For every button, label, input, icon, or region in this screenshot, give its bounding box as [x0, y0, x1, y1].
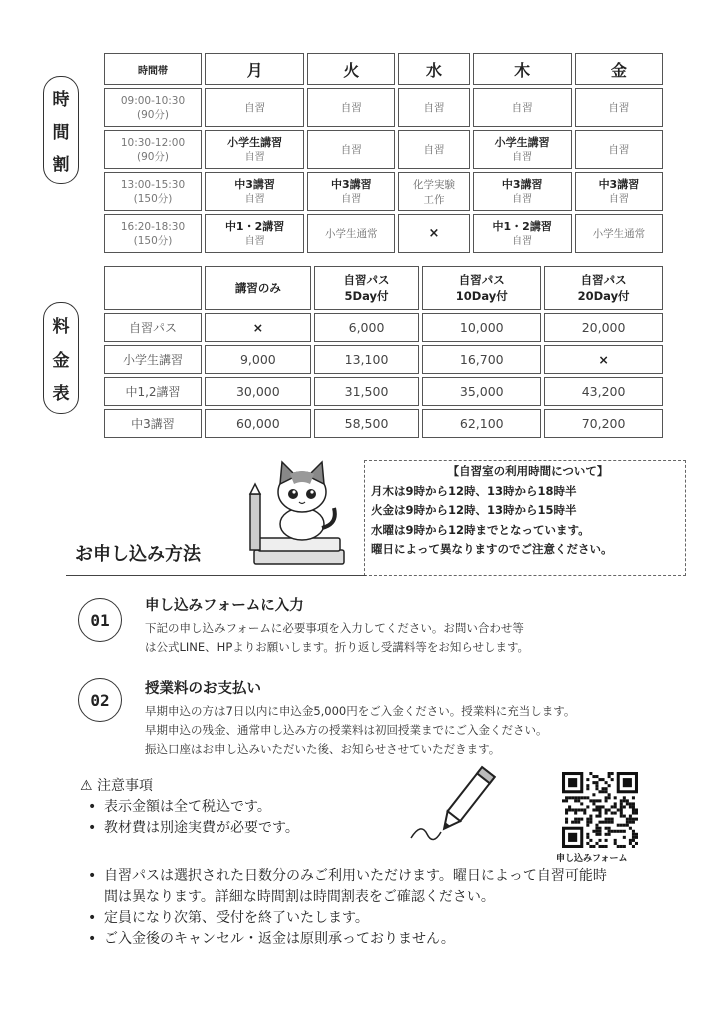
side-char: 時: [52, 89, 70, 110]
pricing-column-header: 自習パス 5Day付: [314, 266, 420, 310]
price-cell: 9,000: [205, 345, 311, 374]
session-course: 中3講習: [330, 177, 372, 191]
session-sub: 自習: [512, 235, 533, 247]
pricing-column-header: 自習パス 20Day付: [544, 266, 663, 310]
pricing-side-label: [43, 302, 79, 414]
study-room-hours-notice: [364, 460, 686, 576]
pencil-illustration: [405, 762, 505, 846]
timetable-cell: [473, 130, 572, 169]
session-activity: 自習: [608, 102, 630, 114]
price-cell: 70,200: [544, 409, 663, 438]
session-sub: 自習: [244, 193, 265, 205]
session-course: 小学生講習: [227, 135, 283, 149]
session-sub: 自習: [512, 193, 533, 205]
price-cell: 30,000: [205, 377, 311, 406]
price-cell: 6,000: [314, 313, 420, 342]
notes-list-bottom: [80, 866, 610, 950]
pricing-corner: [104, 266, 202, 310]
notice-title: 【自習室の利用時間について】: [447, 464, 609, 478]
side-char: 割: [52, 155, 70, 176]
timetable-cell: [307, 172, 395, 211]
pricing-row: [104, 345, 663, 374]
note-item: • ご入金後のキャンセル・返金は原則承っておりません。: [80, 929, 610, 950]
timetable-cell: [205, 214, 304, 253]
notice-line: 曜日によって異なりますのでご注意ください。: [371, 542, 613, 556]
pricing-row: [104, 409, 663, 438]
pricing-row-label: 小学生講習: [104, 345, 202, 374]
time-duration: (90分): [136, 108, 170, 121]
step-number-2: 02: [78, 678, 122, 722]
session-sub: 自習: [244, 151, 265, 163]
session-sub: 自習: [608, 193, 629, 205]
pricing-row-label: 自習パス: [104, 313, 202, 342]
day-thu: 木: [473, 53, 572, 85]
step-title-1: 申し込みフォームに入力: [145, 598, 304, 614]
notice-line: 火金は9時から12時、13時から15時半: [371, 503, 577, 517]
session-course: 中3講習: [501, 177, 543, 191]
price-cell: 58,500: [314, 409, 420, 438]
session-activity: ×: [428, 226, 440, 241]
timetable-cell: [205, 172, 304, 211]
price-cell: 10,000: [422, 313, 541, 342]
session-course: 小学生講習: [494, 135, 550, 149]
note-item: • 自習パスは選択された日数分のみご利用いただけます。曜日によって自習可能時間は異なります。詳細な時間割は時間割表をご確認ください。: [80, 866, 610, 908]
step-body-2: [145, 702, 575, 759]
session-activity: 化学実験 工作: [412, 178, 455, 206]
timetable-cell: [575, 172, 663, 211]
price-cell: 60,000: [205, 409, 311, 438]
step-title-2: 授業料のお支払い: [145, 681, 261, 697]
time-range: 10:30-12:00: [120, 136, 186, 149]
time-duration: (90分): [136, 150, 170, 163]
timetable-cell: [575, 130, 663, 169]
pricing-row-label: 中1,2講習: [104, 377, 202, 406]
note-item: • 教材費は別途実費が必要です。: [80, 818, 410, 839]
price-cell: 35,000: [422, 377, 541, 406]
session-course: 中1・2講習: [224, 219, 285, 233]
time-range: 13:00-15:30: [120, 178, 186, 191]
timetable-cell: [398, 214, 469, 253]
cat-on-books-illustration: [244, 458, 348, 566]
heading-divider: [66, 575, 366, 576]
note-item: • 表示金額は全て税込です。: [80, 797, 410, 818]
step-line: は公式LINE、HPよりお願いします。折り返し受講料等をお知らせします。: [145, 640, 530, 654]
step-line: 早期申込の方は7日以内に申込金5,000円をご入金ください。授業料に充当します。: [145, 704, 576, 718]
qr-caption: 申し込みフォーム: [556, 854, 628, 864]
day-fri: 金: [575, 53, 663, 85]
notes-heading: ⚠ 注意事項: [80, 778, 154, 794]
session-activity: 自習: [511, 102, 533, 114]
timetable: [101, 50, 666, 256]
session-activity: 小学生通常: [325, 228, 378, 240]
price-cell: ×: [205, 313, 311, 342]
timetable-cell: [307, 214, 395, 253]
timetable-cell: [575, 214, 663, 253]
timetable-cell: [473, 88, 572, 127]
pricing-table: [101, 263, 666, 441]
step-line: 下記の申し込みフォームに必要事項を入力してください。お問い合わせ等: [145, 621, 524, 635]
price-cell: 31,500: [314, 377, 420, 406]
timetable-cell: [473, 214, 572, 253]
side-char: 料: [52, 316, 70, 337]
day-wed: 水: [398, 53, 469, 85]
session-activity: 自習: [340, 144, 362, 156]
timetable-header-row: [104, 53, 663, 85]
day-tue: 火: [307, 53, 395, 85]
time-duration: (150分): [133, 234, 173, 247]
price-cell: ×: [544, 345, 663, 374]
session-sub: 自習: [341, 193, 362, 205]
timetable-cell: [473, 172, 572, 211]
note-item: • 定員になり次第、受付を終了いたします。: [80, 908, 610, 929]
session-course: 中3講習: [598, 177, 640, 191]
pricing-column-header: 自習パス 10Day付: [422, 266, 541, 310]
step-body-1: [145, 619, 529, 657]
session-sub: 自習: [244, 235, 265, 247]
session-activity: 自習: [423, 144, 445, 156]
day-mon: 月: [205, 53, 304, 85]
pricing-header-row: [104, 266, 663, 310]
price-cell: 20,000: [544, 313, 663, 342]
timetable-cell: [205, 130, 304, 169]
step-number-1: 01: [78, 598, 122, 642]
session-sub: 自習: [512, 151, 533, 163]
side-char: 間: [52, 122, 70, 143]
session-activity: 自習: [340, 102, 362, 114]
pricing-row: [104, 313, 663, 342]
step-line: 早期申込の残金、通常申し込み方の授業料は初回授業までにご入金ください。: [145, 723, 548, 737]
time-range: 16:20-18:30: [120, 220, 186, 233]
timetable-cell: [205, 88, 304, 127]
timetable-cell: [575, 88, 663, 127]
timetable-cell: [398, 130, 469, 169]
notes-list-top: [80, 797, 410, 839]
session-activity: 自習: [608, 144, 630, 156]
timetable-cell: [398, 172, 469, 211]
timetable-corner: 時間帯: [104, 53, 202, 85]
session-activity: 小学生通常: [592, 228, 646, 240]
session-activity: 自習: [244, 102, 266, 114]
timetable-row: [104, 214, 663, 253]
side-char: 表: [52, 384, 70, 405]
timetable-cell: [307, 130, 395, 169]
time-slot: [104, 172, 202, 211]
session-activity: 自習: [423, 102, 445, 114]
step-line: 振込口座はお申し込みいただいた後、お知らせさせていただきます。: [145, 742, 501, 756]
price-cell: 62,100: [422, 409, 541, 438]
pricing-row: [104, 377, 663, 406]
session-course: 中3講習: [234, 177, 275, 191]
timetable-row: [104, 172, 663, 211]
pricing-row-label: 中3講習: [104, 409, 202, 438]
time-slot: [104, 130, 202, 169]
timetable-row: [104, 88, 663, 127]
time-range: 09:00-10:30: [120, 94, 186, 107]
time-slot: [104, 88, 202, 127]
time-duration: (150分): [133, 192, 173, 205]
price-cell: 16,700: [422, 345, 541, 374]
notice-line: 月木は9時から12時、13時から18時半: [371, 483, 577, 498]
side-char: 金: [52, 350, 70, 371]
time-slot: [104, 214, 202, 253]
timetable-cell: [307, 88, 395, 127]
timetable-row: [104, 130, 663, 169]
notice-line: 水曜は9時から12時までとなっています。: [371, 522, 590, 537]
pricing-column-header: 講習のみ: [205, 266, 311, 310]
timetable-side-label: [43, 76, 79, 184]
price-cell: 13,100: [314, 345, 420, 374]
qr-code-icon[interactable]: [562, 772, 638, 848]
price-cell: 43,200: [544, 377, 663, 406]
timetable-cell: [398, 88, 469, 127]
session-course: 中1・2講習: [492, 219, 552, 233]
application-heading: お申し込み方法: [75, 544, 201, 565]
